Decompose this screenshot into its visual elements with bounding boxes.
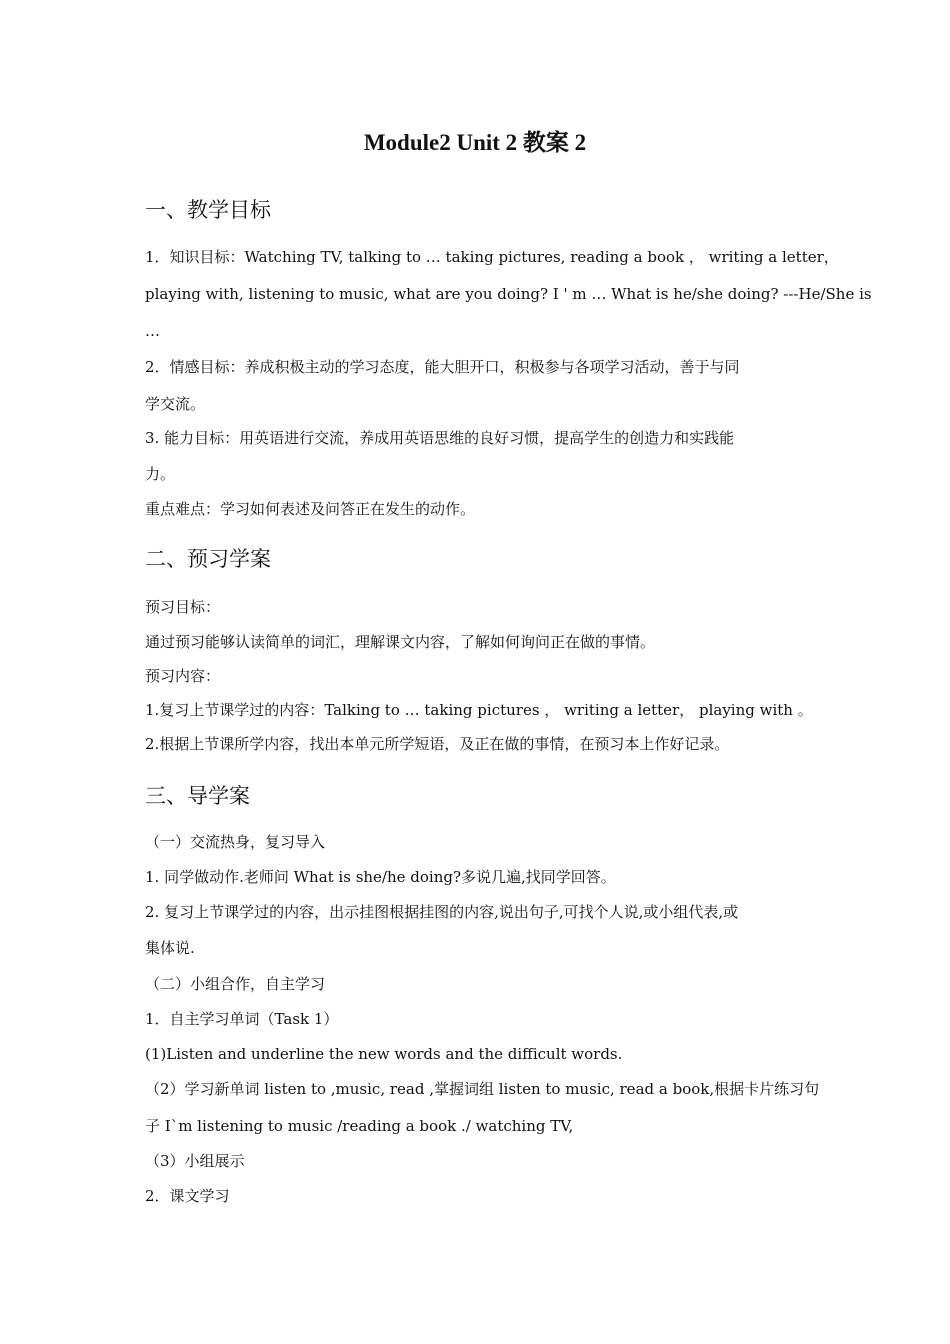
guide-sub1-item2-line1: 2. 复习上节课学过的内容，出示挂图根据挂图的内容,说出句子,可找个人说,或小组代表,或 bbox=[145, 903, 739, 921]
objective-knowledge-line1: 1．知识目标：Watching TV, talking to … taking pictures, reading a book ， writing a letter， bbox=[145, 248, 839, 266]
objective-ability-line2: 力。 bbox=[145, 465, 176, 483]
guide-sub1-item1: 1. 同学做动作.老师问 What is she/he doing?多说几遍,找同学回答。 bbox=[145, 868, 616, 886]
objective-emotion-line1: 2．情感目标：养成积极主动的学习态度，能大胆开口，积极参与各项学习活动，善于与同 bbox=[145, 358, 740, 376]
guide-sub2-item2: 2．课文学习 bbox=[145, 1187, 230, 1205]
section-heading-objectives: 一、教学目标 bbox=[145, 198, 271, 222]
key-points: 重点难点：学习如何表述及问答正在发生的动作。 bbox=[145, 500, 476, 518]
objective-ability-line1: 3. 能力目标：用英语进行交流，养成用英语思维的良好习惯，提高学生的创造力和实践能 bbox=[145, 429, 735, 447]
guide-sub1-item2-line2: 集体说. bbox=[145, 939, 195, 957]
objective-emotion-line2: 学交流。 bbox=[145, 395, 206, 413]
objective-knowledge-line2: playing with, listening to music, what are you doing? I ' m … What is he/she doing? ---He/She is bbox=[145, 285, 872, 303]
guide-sub1: （一）交流热身，复习导入 bbox=[145, 833, 326, 851]
guide-sub2-item1b-line1: （2）学习新单词 listen to ,music, read ,掌握词组 listen to music, read a book,根据卡片练习句 bbox=[145, 1080, 820, 1098]
guide-sub2-item1: 1．自主学习单词（Task 1） bbox=[145, 1010, 339, 1028]
section-heading-preview: 二、预习学案 bbox=[145, 547, 271, 571]
guide-sub2-item1a: (1)Listen and underline the new words and the difficult words. bbox=[145, 1045, 623, 1063]
guide-sub2: （二）小组合作，自主学习 bbox=[145, 975, 326, 993]
objective-knowledge-line3: … bbox=[145, 322, 160, 340]
section-heading-guide: 三、导学案 bbox=[145, 784, 250, 808]
guide-sub2-item1b-line2: 子 I`m listening to music /reading a book ./ watching TV, bbox=[145, 1117, 574, 1135]
guide-sub2-item1c: （3）小组展示 bbox=[145, 1152, 245, 1170]
preview-goal-label: 预习目标： bbox=[145, 598, 221, 616]
preview-content-1: 1.复习上节课学过的内容：Talking to … taking pictures ， writing a letter， playing with 。 bbox=[145, 701, 813, 719]
preview-goal-text: 通过预习能够认读简单的词汇，理解课文内容，了解如何询问正在做的事情。 bbox=[145, 633, 656, 651]
preview-content-label: 预习内容： bbox=[145, 667, 221, 685]
preview-content-2: 2.根据上节课所学内容，找出本单元所学短语，及正在做的事情，在预习本上作好记录。 bbox=[145, 735, 730, 753]
document-title: Module2 Unit 2 教案 2 bbox=[363, 130, 587, 155]
